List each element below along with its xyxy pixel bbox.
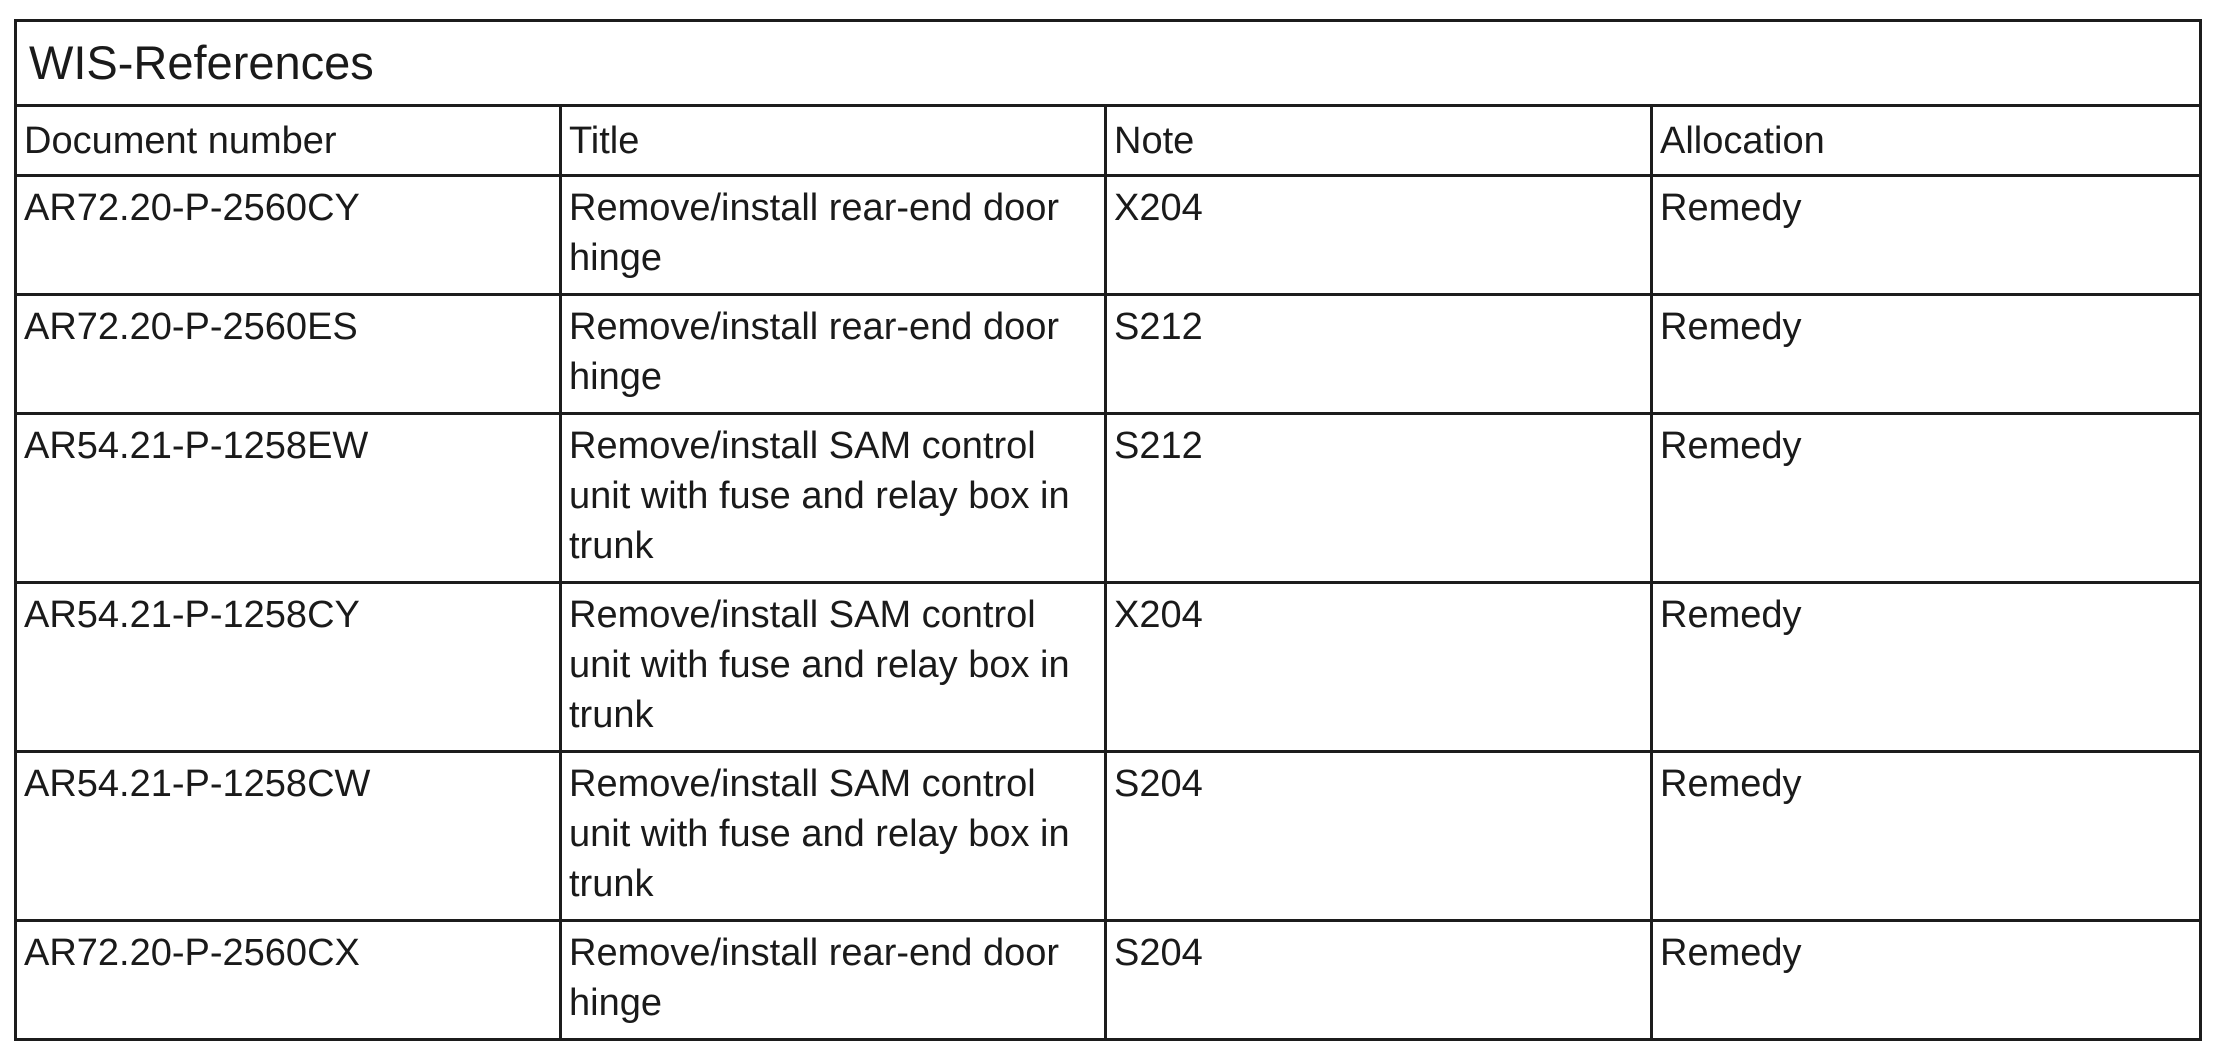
cell-note: S204 bbox=[1106, 921, 1652, 1040]
cell-document-number: AR72.20-P-2560CY bbox=[16, 176, 561, 295]
cell-title: Remove/install rear-end door hinge bbox=[561, 921, 1106, 1040]
cell-note: X204 bbox=[1106, 176, 1652, 295]
cell-allocation: Remedy bbox=[1652, 295, 2201, 414]
cell-note: S204 bbox=[1106, 752, 1652, 921]
cell-document-number: AR54.21-P-1258CW bbox=[16, 752, 561, 921]
cell-note: S212 bbox=[1106, 295, 1652, 414]
cell-note: X204 bbox=[1106, 583, 1652, 752]
cell-title: Remove/install SAM control unit with fuse and relay box in trunk bbox=[561, 414, 1106, 583]
cell-document-number: AR72.20-P-2560ES bbox=[16, 295, 561, 414]
table-row bbox=[16, 752, 2201, 921]
cell-title: Remove/install rear-end door hinge bbox=[561, 295, 1106, 414]
table-row bbox=[16, 295, 2201, 414]
header-allocation: Allocation bbox=[1652, 106, 2201, 176]
header-title: Title bbox=[561, 106, 1106, 176]
table-header-row bbox=[16, 106, 2201, 176]
cell-allocation: Remedy bbox=[1652, 414, 2201, 583]
table-row bbox=[16, 414, 2201, 583]
cell-title: Remove/install rear-end door hinge bbox=[561, 176, 1106, 295]
cell-allocation: Remedy bbox=[1652, 583, 2201, 752]
cell-allocation: Remedy bbox=[1652, 752, 2201, 921]
table-caption-row bbox=[16, 21, 2201, 106]
cell-document-number: AR54.21-P-1258CY bbox=[16, 583, 561, 752]
header-note: Note bbox=[1106, 106, 1652, 176]
cell-title: Remove/install SAM control unit with fuse and relay box in trunk bbox=[561, 752, 1106, 921]
cell-document-number: AR54.21-P-1258EW bbox=[16, 414, 561, 583]
table-row bbox=[16, 176, 2201, 295]
cell-title: Remove/install SAM control unit with fuse and relay box in trunk bbox=[561, 583, 1106, 752]
table-row bbox=[16, 921, 2201, 1040]
cell-allocation: Remedy bbox=[1652, 176, 2201, 295]
cell-allocation: Remedy bbox=[1652, 921, 2201, 1040]
cell-note: S212 bbox=[1106, 414, 1652, 583]
table-caption: WIS-References bbox=[16, 21, 2201, 106]
cell-document-number: AR72.20-P-2560CX bbox=[16, 921, 561, 1040]
wis-references-table bbox=[14, 19, 2202, 1041]
table-row bbox=[16, 583, 2201, 752]
header-document-number: Document number bbox=[16, 106, 561, 176]
